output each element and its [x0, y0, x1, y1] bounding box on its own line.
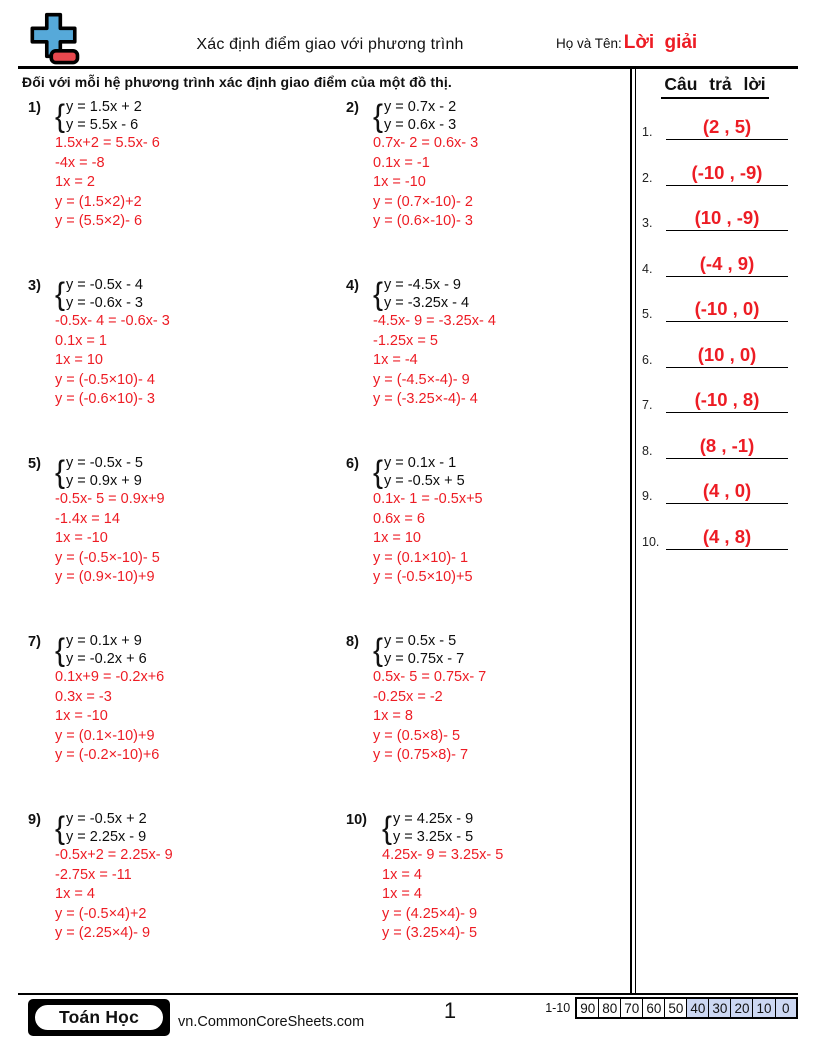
- work-line: 1x = 4: [382, 866, 422, 883]
- problem-8: [346, 633, 630, 811]
- score-cell: 80: [599, 998, 621, 1018]
- work-line: y = (0.1×-10)+9: [55, 727, 155, 744]
- work-line: y = (4.25×4)- 9: [382, 905, 478, 922]
- answer-value: (8 , -1): [666, 435, 788, 459]
- problem-number: 4): [346, 278, 359, 294]
- brace-icon: {: [55, 98, 66, 134]
- answer-value: (-10 , 0): [666, 298, 788, 322]
- equation-system: [373, 633, 486, 668]
- work-line: y = (-0.5×10)- 4: [55, 371, 155, 388]
- equation-2: y = 0.75x - 7: [384, 650, 465, 667]
- answer-value: (4 , 8): [666, 526, 788, 550]
- work-line: 1x = -10: [373, 174, 426, 190]
- work-line: y = (-0.6×10)- 3: [55, 391, 155, 407]
- score-cell: 60: [643, 998, 665, 1018]
- answer-column-title: Câu trả lời: [661, 74, 768, 99]
- problem-body: [382, 811, 503, 989]
- brace-icon: {: [382, 810, 393, 846]
- problem-10: [346, 811, 630, 989]
- work-line: y = (1.5×2)+2: [55, 193, 142, 210]
- answer-value: (4 , 0): [666, 480, 788, 504]
- work-line: -0.5x- 5 = 0.9x+9: [55, 491, 165, 507]
- score-cell: 90: [576, 998, 599, 1018]
- problem-number: 10): [346, 812, 367, 828]
- problem-3: [28, 277, 346, 455]
- work-line: 1x = 2: [55, 174, 95, 190]
- equation-2: y = -3.25x - 4: [384, 294, 470, 311]
- problem-9: [28, 811, 346, 989]
- answer-4: [642, 244, 788, 277]
- work-line: -1.25x = 5: [373, 332, 438, 349]
- equation-1: y = -0.5x + 2: [66, 811, 147, 827]
- worksheet-header: [0, 0, 816, 68]
- problems-grid: [28, 90, 630, 989]
- instruction-text: Đối với mỗi hệ phương trình xác định giao điểm của một đồ thị.: [22, 74, 452, 90]
- brace-icon: {: [55, 454, 66, 490]
- answer-value: (10 , -9): [666, 207, 788, 231]
- brace-icon: {: [373, 632, 384, 668]
- work-line: -0.5x+2 = 2.25x- 9: [55, 847, 173, 863]
- name-line: [556, 32, 697, 54]
- problem-number: 8): [346, 634, 359, 650]
- work-line: -0.25x = -2: [373, 688, 443, 705]
- score-cell: 0: [775, 998, 797, 1018]
- equation-2: y = 2.25x - 9: [66, 828, 147, 845]
- work-line: y = (-0.2×-10)+6: [55, 747, 160, 763]
- score-range-label: 1-10: [545, 1001, 571, 1015]
- brace-icon: {: [55, 632, 66, 668]
- problem-body: [373, 99, 478, 277]
- work-line: y = (2.25×4)- 9: [55, 925, 151, 941]
- work-line: 0.1x- 1 = -0.5x+5: [373, 491, 483, 507]
- work-line: y = (-4.5×-4)- 9: [373, 371, 470, 388]
- equation-1: y = 0.5x - 5: [384, 633, 457, 649]
- subject-badge: [28, 999, 170, 1036]
- problems-area: [18, 69, 630, 993]
- answer-value: (2 , 5): [666, 116, 788, 140]
- answer-3: [642, 198, 788, 231]
- work-line: y = (0.5×8)- 5: [373, 727, 461, 744]
- problem-number: 3): [28, 278, 41, 294]
- equation-system: [373, 99, 478, 134]
- problem-number: 2): [346, 100, 359, 116]
- problem-number: 6): [346, 456, 359, 472]
- equation-1: y = 0.7x - 2: [384, 99, 457, 115]
- score-cell: 40: [687, 998, 709, 1018]
- equation-1: y = -4.5x - 9: [384, 277, 461, 293]
- work-line: 1x = 8: [373, 708, 413, 724]
- answer-number: 4.: [642, 261, 653, 276]
- footer-rule: [18, 993, 798, 996]
- equation-system: [373, 277, 496, 312]
- work-line: -4.5x- 9 = -3.25x- 4: [373, 313, 496, 329]
- work-line: 1x = 4: [382, 886, 422, 902]
- answer-number: 1.: [642, 125, 653, 139]
- brace-icon: {: [373, 454, 384, 490]
- answer-5: [642, 289, 788, 322]
- answer-value: (-10 , -9): [666, 162, 788, 186]
- equation-2: y = 5.5x - 6: [66, 116, 139, 133]
- problem-6: [346, 455, 630, 633]
- brace-icon: {: [55, 810, 66, 846]
- answer-9: [642, 471, 788, 504]
- problem-body: [55, 277, 170, 455]
- equation-system: [55, 811, 173, 846]
- problem-1: [28, 99, 346, 277]
- answer-number: 7.: [642, 398, 653, 412]
- answer-8: [642, 426, 788, 459]
- score-cell: 10: [753, 998, 775, 1018]
- answer-number: 8.: [642, 443, 653, 458]
- answer-1: [642, 107, 788, 140]
- answer-number: 6.: [642, 352, 653, 367]
- work-line: y = (0.7×-10)- 2: [373, 193, 473, 210]
- equation-1: y = 0.1x - 1: [384, 455, 457, 471]
- answer-number: 2.: [642, 170, 653, 185]
- work-line: y = (0.9×-10)+9: [55, 569, 155, 585]
- problem-body: [55, 633, 164, 811]
- equation-2: y = -0.5x + 5: [384, 472, 465, 489]
- answer-column: [636, 69, 798, 993]
- answer-7: [642, 380, 788, 413]
- problem-5: [28, 455, 346, 633]
- problem-body: [373, 455, 483, 633]
- equation-1: y = -0.5x - 5: [66, 455, 143, 471]
- problem-body: [373, 633, 486, 811]
- work-line: 1x = -10: [55, 708, 108, 724]
- work-line: y = (-0.5×-10)- 5: [55, 549, 160, 566]
- worksheet-body: [18, 69, 798, 993]
- work-line: y = (-0.5×10)+5: [373, 569, 473, 585]
- score-strip: [545, 997, 798, 1019]
- equation-1: y = 0.1x + 9: [66, 633, 142, 649]
- problem-body: [55, 99, 160, 277]
- answer-value: (-4 , 9): [666, 253, 788, 277]
- answer-2: [642, 153, 788, 186]
- equation-2: y = -0.6x - 3: [66, 294, 143, 311]
- work-line: 1x = -10: [55, 530, 108, 546]
- equation-system: [55, 277, 170, 312]
- problem-2: [346, 99, 630, 277]
- work-line: 0.7x- 2 = 0.6x- 3: [373, 135, 479, 151]
- answer-10: [642, 517, 788, 550]
- equation-system: [55, 633, 164, 668]
- brace-icon: {: [373, 276, 384, 312]
- work-line: 1x = -4: [373, 352, 418, 368]
- equation-system: [373, 455, 483, 490]
- work-line: y = (0.75×8)- 7: [373, 747, 469, 763]
- work-line: 0.5x- 5 = 0.75x- 7: [373, 669, 487, 685]
- work-line: -0.5x- 4 = -0.6x- 3: [55, 313, 170, 329]
- problem-number: 5): [28, 456, 41, 472]
- work-line: y = (-3.25×-4)- 4: [373, 391, 478, 407]
- work-line: 0.1x+9 = -0.2x+6: [55, 669, 165, 685]
- work-line: y = (3.25×4)- 5: [382, 925, 478, 941]
- score-table: [575, 997, 798, 1019]
- work-line: -1.4x = 14: [55, 510, 120, 527]
- name-label: Họ và Tên:: [556, 36, 622, 51]
- equation-1: y = 1.5x + 2: [66, 99, 142, 115]
- answer-6: [642, 335, 788, 368]
- equation-system: [55, 455, 165, 490]
- score-cell: 70: [621, 998, 643, 1018]
- equation-2: y = 0.6x - 3: [384, 116, 457, 133]
- brace-icon: {: [373, 98, 384, 134]
- work-line: y = (0.6×-10)- 3: [373, 213, 473, 229]
- problem-body: [55, 811, 173, 989]
- work-line: -2.75x = -11: [55, 866, 132, 883]
- site-url: vn.CommonCoreSheets.com: [178, 1014, 365, 1030]
- equation-1: y = 4.25x - 9: [393, 811, 474, 827]
- work-line: y = (-0.5×4)+2: [55, 905, 147, 922]
- score-cell: 20: [731, 998, 753, 1018]
- subject-badge-label: Toán Học: [33, 1003, 165, 1032]
- work-line: y = (5.5×2)- 6: [55, 213, 143, 229]
- equation-2: y = 0.9x + 9: [66, 472, 142, 489]
- score-cell: 50: [665, 998, 687, 1018]
- work-line: 0.1x = -1: [373, 154, 430, 171]
- work-line: 4.25x- 9 = 3.25x- 5: [382, 847, 504, 863]
- work-line: 0.6x = 6: [373, 510, 425, 527]
- worksheet-footer: [18, 996, 798, 1056]
- name-value: Lời giải: [623, 32, 698, 53]
- score-cell: 30: [709, 998, 731, 1018]
- equation-2: y = -0.2x + 6: [66, 650, 147, 667]
- work-line: 0.1x = 1: [55, 332, 107, 349]
- brace-icon: {: [55, 276, 66, 312]
- equation-2: y = 3.25x - 5: [393, 828, 474, 845]
- work-line: 1x = 4: [55, 886, 95, 902]
- work-line: 1x = 10: [373, 530, 421, 546]
- work-line: 0.3x = -3: [55, 688, 112, 705]
- work-line: 1.5x+2 = 5.5x- 6: [55, 135, 160, 151]
- equation-system: [382, 811, 503, 846]
- answer-value: (10 , 0): [666, 344, 788, 368]
- answer-value: (-10 , 8): [666, 389, 788, 413]
- answer-number: 5.: [642, 307, 653, 321]
- answer-number: 9.: [642, 489, 653, 503]
- problem-number: 7): [28, 634, 41, 650]
- worksheet-title: Xác định điểm giao với phương trình: [196, 36, 464, 53]
- problem-body: [55, 455, 165, 633]
- problem-number: 9): [28, 812, 41, 828]
- work-line: y = (0.1×10)- 1: [373, 549, 469, 566]
- problem-4: [346, 277, 630, 455]
- work-line: 1x = 10: [55, 352, 103, 368]
- equation-1: y = -0.5x - 4: [66, 277, 143, 293]
- equation-system: [55, 99, 160, 134]
- page-number: 1: [443, 998, 457, 1023]
- problem-7: [28, 633, 346, 811]
- problem-number: 1): [28, 100, 41, 116]
- work-line: -4x = -8: [55, 154, 105, 171]
- problem-body: [373, 277, 496, 455]
- answer-number: 3.: [642, 216, 653, 230]
- answer-number: 10.: [642, 534, 660, 549]
